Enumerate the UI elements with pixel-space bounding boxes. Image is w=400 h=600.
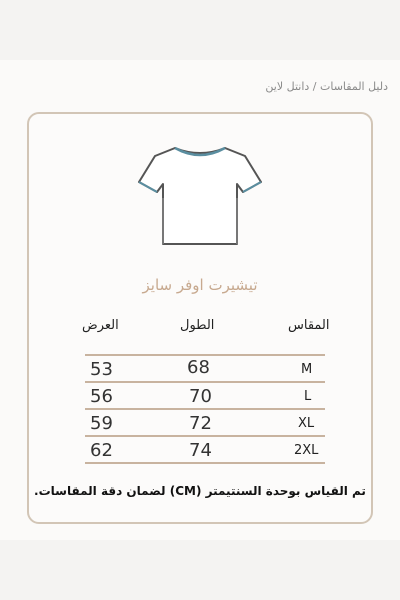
row-divider	[85, 462, 325, 464]
row-divider	[85, 408, 325, 410]
row-divider	[85, 354, 325, 356]
table-cell-size: XL	[298, 416, 315, 431]
table-cell-size: 2XL	[294, 443, 319, 458]
header-width: العرض	[82, 318, 119, 333]
table-cell-length: 72	[189, 413, 212, 434]
tshirt-illustration	[135, 140, 265, 250]
table-cell-width: 53	[90, 359, 113, 380]
table-cell-length: 70	[189, 386, 212, 407]
table-cell-width: 62	[90, 440, 113, 461]
table-cell-size: L	[304, 389, 312, 404]
header-length: الطول	[180, 318, 215, 333]
table-cell-width: 56	[90, 386, 113, 407]
table-cell-width: 59	[90, 413, 113, 434]
table-cell-length: 74	[189, 440, 212, 461]
row-divider	[85, 381, 325, 383]
measurement-note: تم القياس بوحدة السنتيمتر (CM) لضمان دقة المقاسات.	[34, 484, 366, 498]
table-cell-length: 68	[187, 357, 210, 378]
table-cell-size: M	[301, 362, 313, 377]
row-divider	[85, 435, 325, 437]
product-title: تيشيرت اوفر سايز	[142, 276, 258, 294]
breadcrumb: دليل المقاسات / دانتل لاين	[265, 80, 388, 93]
header-size: المقاس	[288, 318, 330, 333]
